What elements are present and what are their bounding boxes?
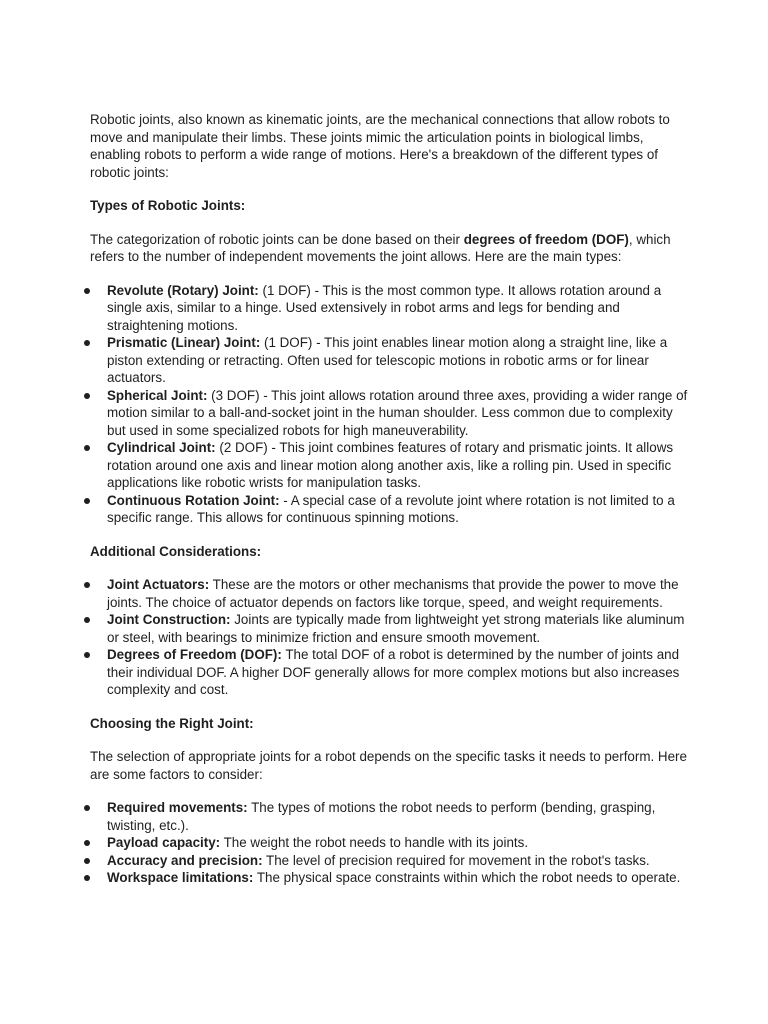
types-intro-paragraph	[90, 231, 690, 266]
list-item-text: The physical space constraints within which the robot needs to operate.	[253, 870, 681, 885]
list-item	[90, 439, 690, 492]
list-item-text: (1 DOF) - This is the most common type. It allows rotation around a single axis, similar to a hinge. Used extensively in robot arms and legs for bending and straightening motions.	[107, 282, 662, 333]
list-item-term: Degrees of Freedom (DOF):	[107, 647, 282, 662]
list-item	[90, 869, 690, 887]
list-item	[90, 611, 690, 646]
list-item	[90, 387, 690, 440]
considerations-list	[90, 576, 690, 699]
list-item	[90, 834, 690, 852]
considerations-heading: Additional Considerations:	[90, 543, 262, 559]
choosing-heading: Choosing the Right Joint:	[90, 715, 254, 731]
bullet-icon	[84, 858, 90, 864]
bullet-icon	[84, 288, 90, 294]
types-intro-after: , which refers to the number of independent movements the joint allows. Here are the main types:	[90, 231, 671, 264]
bullet-icon	[84, 498, 90, 504]
list-item-text: Joints are typically made from lightweight yet strong materials like aluminum or steel, with bearings to minimize friction and ensure smooth movement.	[107, 612, 685, 645]
intro-paragraph: Robotic joints, also known as kinematic joints, are the mechanical connections that allow robots to move and manipulate their limbs. These joints mimic the articulation points in biological limbs, enabling robots to perform a wide range of motions. Here's a breakdown of the different types of robotic joints:	[90, 112, 670, 180]
list-item-text: - A special case of a revolute joint where rotation is not limited to a specific range. This allows for continuous spinning motions.	[107, 492, 675, 525]
bullet-icon	[84, 875, 90, 881]
list-item-text: The total DOF of a robot is determined by the number of joints and their individual DOF. A higher DOF generally allows for more complex motions but also increases complexity and cost.	[107, 647, 680, 697]
list-item-text: (2 DOF) - This joint combines features of rotary and prismatic joints. It allows rotation around one axis and linear motion along another axis, like a rolling pin. Used in specific applications like robotic wrists for manipulation tasks.	[107, 440, 674, 490]
bullet-icon	[84, 652, 90, 658]
bullet-icon	[84, 582, 90, 588]
list-item-term: Prismatic (Linear) Joint:	[107, 335, 261, 350]
bullet-icon	[84, 393, 90, 399]
types-intro-bold: degrees of freedom (DOF)	[463, 231, 629, 247]
factors-list	[90, 799, 690, 887]
bullet-icon	[84, 805, 90, 811]
list-item-term: Accuracy and precision:	[107, 852, 263, 868]
types-intro-before: The categorization of robotic joints can be done based on their	[90, 231, 464, 247]
list-item-term: Continuous Rotation Joint:	[107, 492, 280, 508]
list-item	[90, 646, 690, 699]
list-item-text: These are the motors or other mechanisms that provide the power to move the joints. The choice of actuator depends on factors like torque, speed, and weight requirements.	[107, 577, 679, 610]
list-item	[90, 852, 690, 870]
joint-types-list	[90, 282, 690, 527]
list-item-text: The types of motions the robot needs to perform (bending, grasping, twisting, etc.).	[107, 800, 656, 833]
list-item	[90, 282, 690, 335]
list-item-term: Spherical Joint:	[107, 387, 208, 403]
list-item-term: Cylindrical Joint:	[107, 440, 216, 455]
list-item-text: (3 DOF) - This joint allows rotation around three axes, providing a wider range of motion similar to a ball-and-socket joint in the human shoulder. Less common due to complexity but used in some specialized robots for high maneuverability.	[107, 387, 688, 438]
list-item-term: Payload capacity:	[107, 835, 221, 850]
list-item-text: The weight the robot needs to handle with its joints.	[220, 835, 529, 850]
list-item-text: The level of precision required for movement in the robot's tasks.	[262, 852, 650, 868]
list-item	[90, 799, 690, 834]
choosing-intro-paragraph: The selection of appropriate joints for a robot depends on the specific tasks it needs to perform. Here are some factors to consider:	[90, 749, 687, 782]
document-body	[90, 111, 690, 887]
list-item	[90, 576, 690, 611]
bullet-icon	[84, 840, 90, 846]
list-item-term: Joint Construction:	[107, 612, 231, 627]
list-item-term: Workspace limitations:	[107, 870, 254, 885]
list-item-term: Required movements:	[107, 800, 248, 815]
bullet-icon	[84, 617, 90, 623]
list-item-text: (1 DOF) - This joint enables linear motion along a straight line, like a piston extending or retracting. Often used for telescopic motions in robotic arms or for linear actuators.	[107, 335, 668, 385]
list-item-term: Revolute (Rotary) Joint:	[107, 282, 259, 298]
bullet-icon	[84, 445, 90, 451]
bullet-icon	[84, 340, 90, 346]
list-item	[90, 334, 690, 387]
types-heading: Types of Robotic Joints:	[90, 198, 246, 213]
list-item	[90, 492, 690, 527]
list-item-term: Joint Actuators:	[107, 577, 210, 592]
